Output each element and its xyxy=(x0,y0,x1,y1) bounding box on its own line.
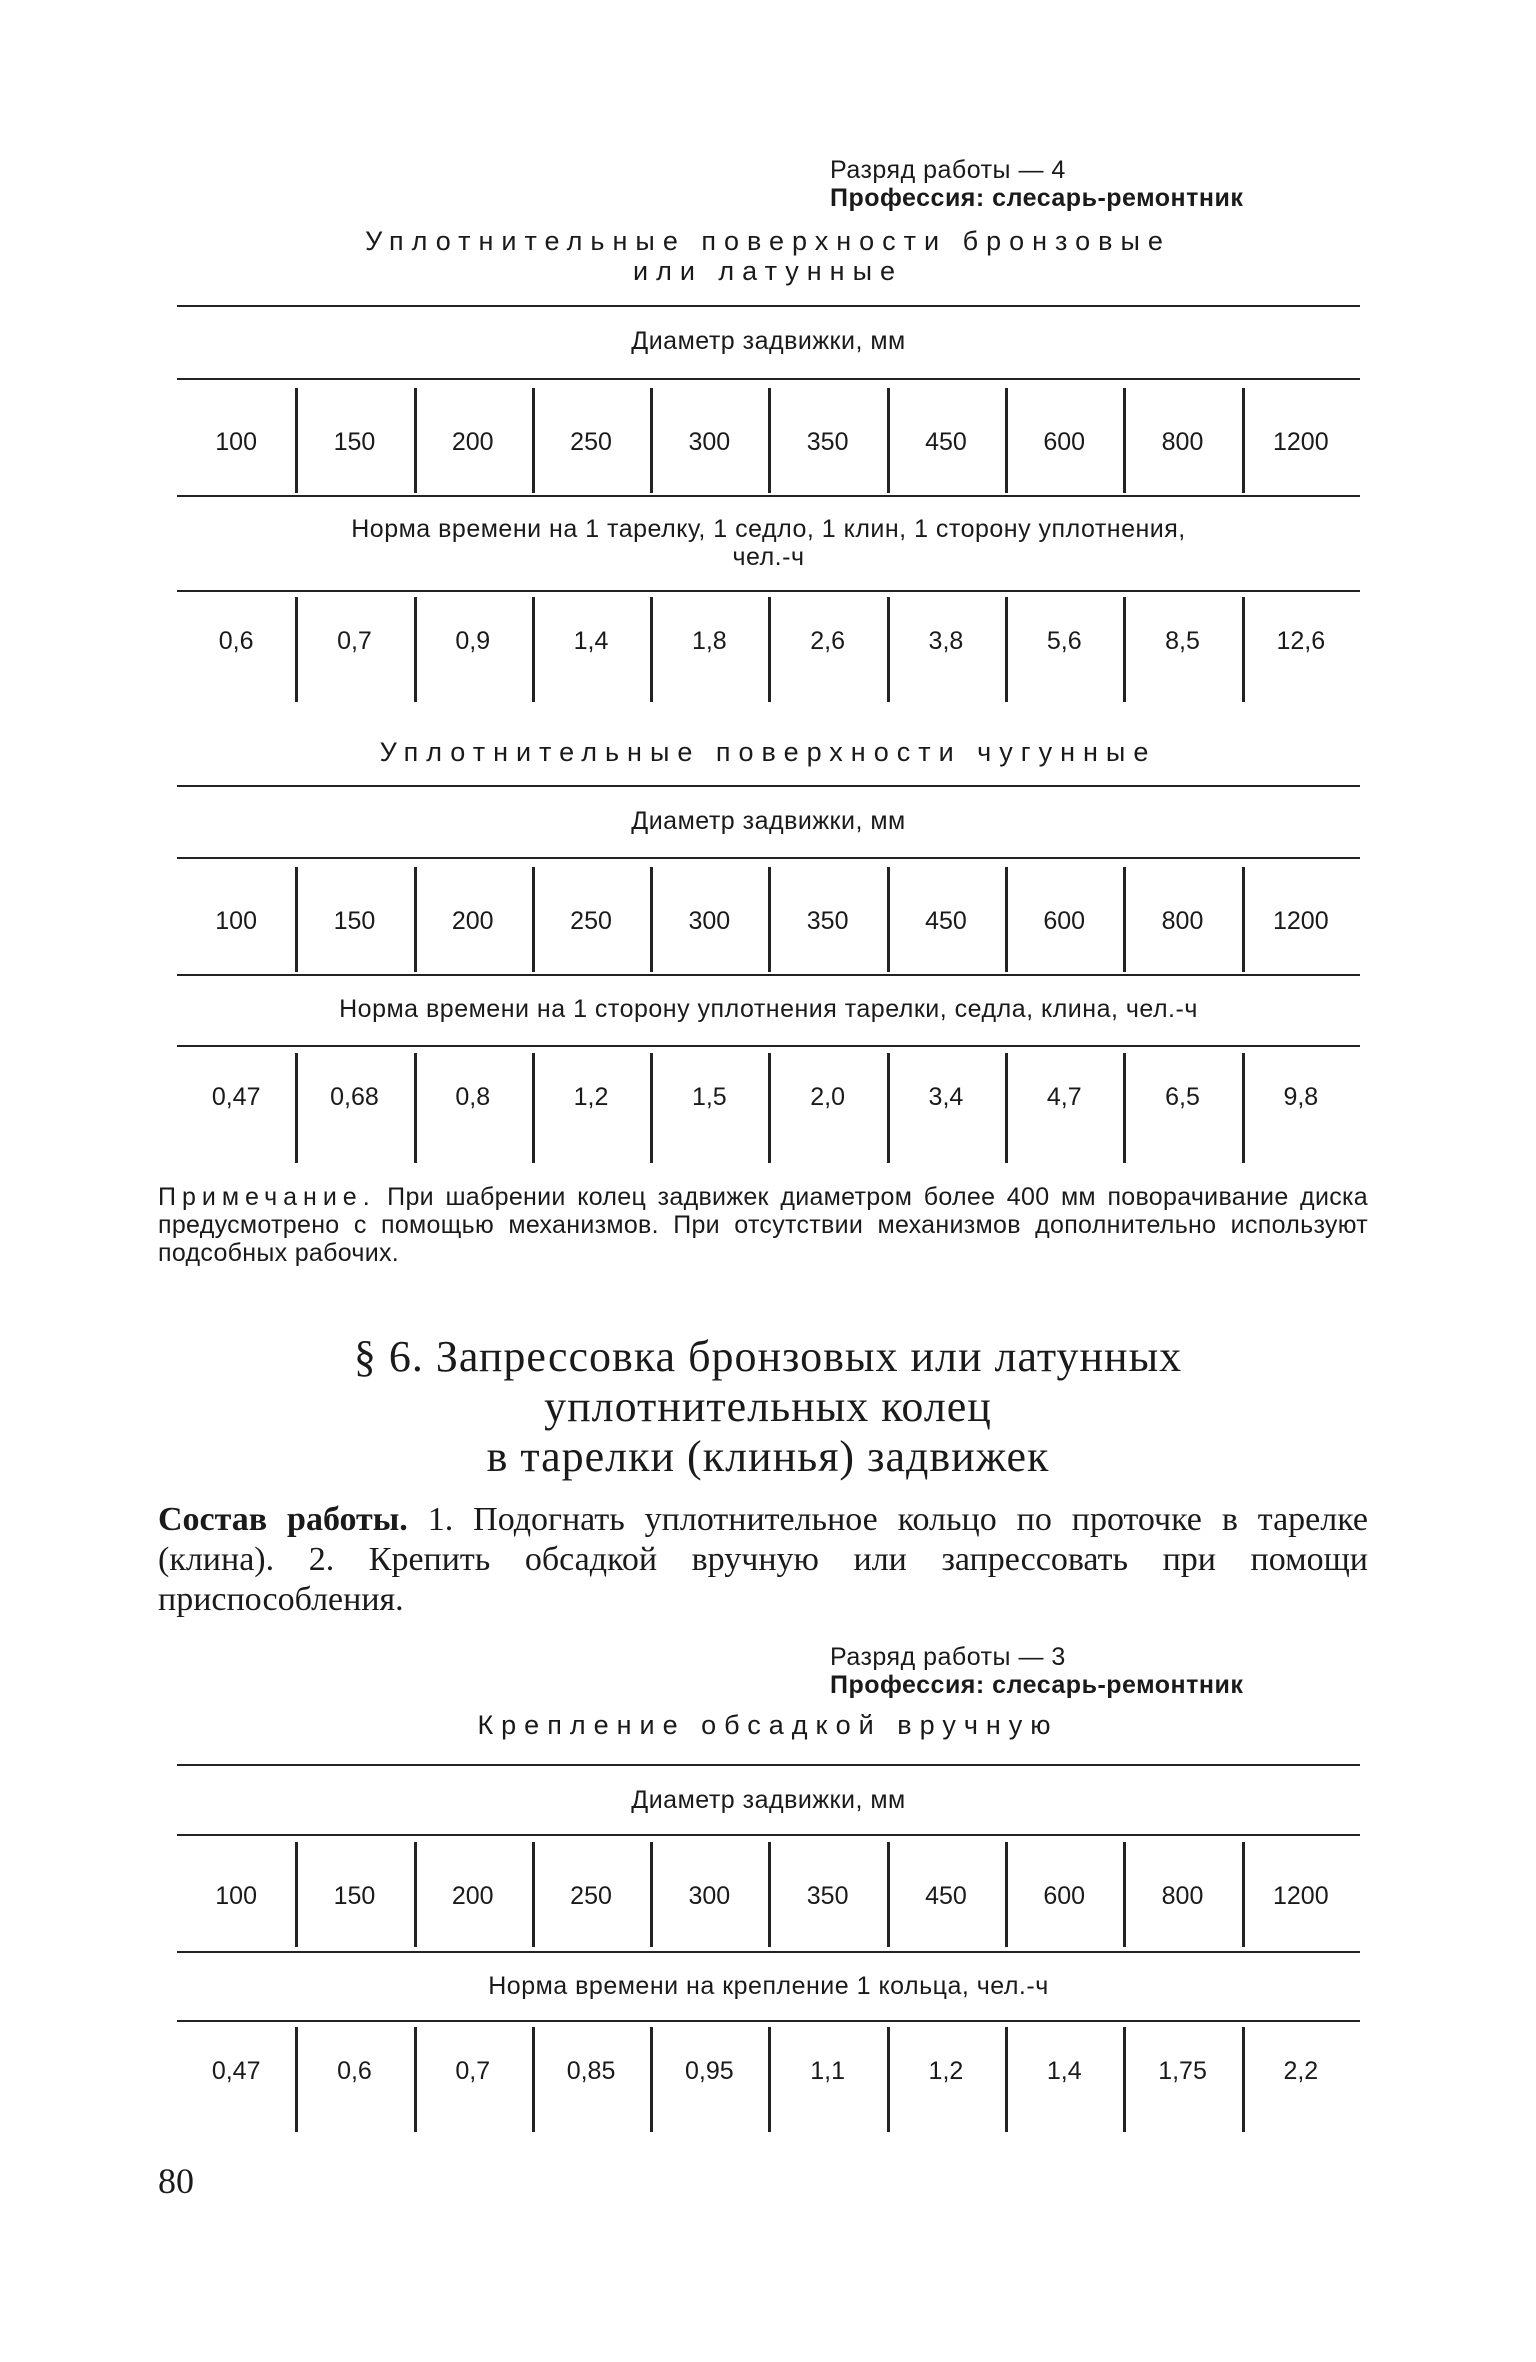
work-grade: Разряд работы — 4 xyxy=(830,156,1066,184)
diameter-cell: 350 xyxy=(768,388,886,493)
norm-cell: 1,2 xyxy=(532,1053,650,1163)
diameter-header: Диаметр задвижки, мм xyxy=(631,327,906,355)
norm-cell: 0,6 xyxy=(295,2027,413,2132)
norm-row xyxy=(177,1053,1360,1163)
norm-cell: 0,47 xyxy=(211,1083,261,1111)
norm-cell: 5,6 xyxy=(1005,597,1123,702)
norm-header: Норма времени на крепление 1 кольца, чел.-ч xyxy=(488,1972,1049,2000)
work-grade-block-1 xyxy=(830,156,1243,212)
diameter-cell: 600 xyxy=(1005,867,1123,972)
table-rule xyxy=(177,495,1360,497)
diameter-cell: 800 xyxy=(1123,1842,1241,1947)
norm-cell: 0,85 xyxy=(532,2027,650,2132)
norm-cell: 1,8 xyxy=(650,597,768,702)
norm-header-line: Норма времени на 1 тарелку, 1 седло, 1 клин, 1 сторону уплотнения, xyxy=(351,515,1186,543)
diameter-cell: 100 xyxy=(215,907,257,935)
diameter-cell: 1200 xyxy=(1242,867,1360,972)
table-rule xyxy=(177,974,1360,976)
diameter-cell: 600 xyxy=(1005,388,1123,493)
diameter-cell: 300 xyxy=(650,867,768,972)
norm-cell: 0,47 xyxy=(211,2057,261,2085)
diameter-cell: 150 xyxy=(295,867,413,972)
diameter-header: Диаметр задвижки, мм xyxy=(631,807,906,835)
table-title-line: или латунные xyxy=(632,256,903,286)
diameter-cell: 450 xyxy=(887,1842,1005,1947)
diameter-cell: 800 xyxy=(1123,388,1241,493)
page-number: 80 xyxy=(158,2161,194,2201)
diameter-cell: 150 xyxy=(295,1842,413,1947)
norm-cell: 0,9 xyxy=(414,597,532,702)
diameter-cell: 350 xyxy=(768,1842,886,1947)
table-rule xyxy=(177,785,1360,787)
diameter-cell: 200 xyxy=(414,867,532,972)
table-rule xyxy=(177,1045,1360,1047)
section-heading-line: в тарелки (клинья) задвижек xyxy=(486,1432,1050,1481)
note-text: При шабрении колец задвижек диаметром более 400 мм поворачивание диска предусмотрено с помощью механизмов. При отсутствии механизмов дополнительно используют подсобных рабочих. xyxy=(158,1183,1368,1267)
diameter-cell: 150 xyxy=(295,388,413,493)
note-label: Примечание. xyxy=(158,1183,376,1211)
norm-table-cast-iron xyxy=(177,785,1360,1170)
diameter-cell: 100 xyxy=(215,1882,257,1910)
diameter-row xyxy=(177,867,1360,972)
diameter-cell: 200 xyxy=(414,1842,532,1947)
diameter-cell: 250 xyxy=(532,1842,650,1947)
section-heading-line: уплотнительных колец xyxy=(544,1382,992,1431)
work-composition-text: 1. Подогнать уплотнительное кольцо по проточке в тарелке (клина). 2. Крепить обсадкой вручную или запрессовать при помощи приспособления. xyxy=(158,1501,1368,1618)
diameter-cell: 800 xyxy=(1123,867,1241,972)
norm-cell: 0,7 xyxy=(414,2027,532,2132)
norm-cell: 0,8 xyxy=(414,1053,532,1163)
table-rule xyxy=(177,2020,1360,2022)
norm-cell: 2,2 xyxy=(1242,2027,1360,2132)
diameter-row xyxy=(177,1842,1360,1947)
norm-cell: 1,5 xyxy=(650,1053,768,1163)
table-title-cast-iron: Уплотнительные поверхности чугунные xyxy=(379,737,1157,767)
table-title-bronze xyxy=(0,226,1536,286)
norm-cell: 8,5 xyxy=(1123,597,1241,702)
work-grade-block-3 xyxy=(830,1643,1243,1699)
norm-cell: 2,0 xyxy=(768,1053,886,1163)
norm-cell: 4,7 xyxy=(1005,1053,1123,1163)
norm-cell: 1,4 xyxy=(1005,2027,1123,2132)
norm-header: Норма времени на 1 сторону уплотнения тарелки, седла, клина, чел.-ч xyxy=(339,995,1198,1023)
table-title-line: Уплотнительные поверхности бронзовые xyxy=(365,226,1171,256)
diameter-cell: 250 xyxy=(532,867,650,972)
section-heading xyxy=(0,1332,1536,1482)
work-composition xyxy=(158,1500,1368,1620)
norm-row xyxy=(177,2027,1360,2132)
diameter-cell: 350 xyxy=(768,867,886,972)
diameter-cell: 250 xyxy=(532,388,650,493)
norm-table-bronze xyxy=(177,305,1360,705)
section-heading-line: § 6. Запрессовка бронзовых или латунных xyxy=(353,1332,1183,1381)
norm-cell: 1,4 xyxy=(532,597,650,702)
norm-cell: 2,6 xyxy=(768,597,886,702)
diameter-cell: 1200 xyxy=(1242,388,1360,493)
table-rule xyxy=(177,590,1360,592)
norm-cell: 0,6 xyxy=(218,627,254,655)
norm-cell: 1,75 xyxy=(1123,2027,1241,2132)
norm-row xyxy=(177,597,1360,702)
norm-cell: 0,7 xyxy=(295,597,413,702)
norm-cell: 9,8 xyxy=(1242,1053,1360,1163)
profession: Профессия: слесарь-ремонтник xyxy=(830,184,1244,212)
norm-cell: 12,6 xyxy=(1242,597,1360,702)
table-rule xyxy=(177,1951,1360,1953)
work-composition-label: Состав работы. xyxy=(158,1501,408,1538)
table-rule xyxy=(177,857,1360,859)
diameter-row xyxy=(177,388,1360,493)
diameter-cell: 300 xyxy=(650,388,768,493)
norm-header xyxy=(177,515,1360,571)
norm-table-manual-fastening xyxy=(177,1764,1360,2134)
diameter-cell: 1200 xyxy=(1242,1842,1360,1947)
norm-cell: 1,2 xyxy=(887,2027,1005,2132)
table-rule xyxy=(177,1764,1360,1766)
diameter-cell: 100 xyxy=(215,428,257,456)
diameter-cell: 300 xyxy=(650,1842,768,1947)
diameter-cell: 200 xyxy=(414,388,532,493)
table-rule xyxy=(177,1834,1360,1836)
table-rule xyxy=(177,305,1360,307)
table-title-manual-fastening: Крепление обсадкой вручную xyxy=(477,1710,1059,1740)
note-paragraph xyxy=(158,1183,1368,1267)
norm-cell: 6,5 xyxy=(1123,1053,1241,1163)
norm-cell: 0,95 xyxy=(650,2027,768,2132)
diameter-cell: 600 xyxy=(1005,1842,1123,1947)
norm-header-line: чел.-ч xyxy=(732,543,805,571)
norm-cell: 3,8 xyxy=(887,597,1005,702)
profession: Профессия: слесарь-ремонтник xyxy=(830,1671,1244,1699)
diameter-cell: 450 xyxy=(887,867,1005,972)
table-rule xyxy=(177,378,1360,380)
norm-cell: 0,68 xyxy=(295,1053,413,1163)
diameter-header: Диаметр задвижки, мм xyxy=(631,1786,906,1814)
norm-cell: 3,4 xyxy=(887,1053,1005,1163)
norm-cell: 1,1 xyxy=(768,2027,886,2132)
diameter-cell: 450 xyxy=(887,388,1005,493)
work-grade: Разряд работы — 3 xyxy=(830,1643,1066,1671)
